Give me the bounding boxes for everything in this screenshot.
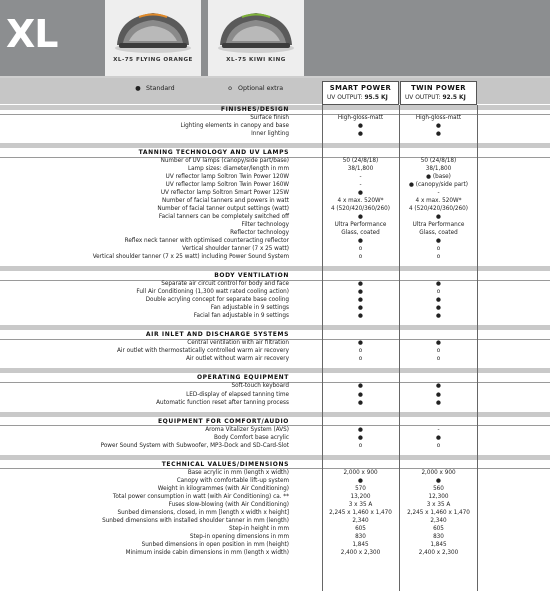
section-separator — [0, 368, 550, 373]
smart-power-value: ● — [358, 289, 363, 296]
twin-power-value: o — [436, 289, 441, 296]
smart-power-value: ● — [358, 123, 363, 130]
section-title: TANNING TECHNOLOGY AND UV LAMPS — [138, 149, 289, 157]
uv-output: UV OUTPUT: 92.5 KJ — [405, 95, 466, 101]
smart-power-value: ● — [358, 214, 363, 221]
twin-power-value: ● — [436, 131, 441, 138]
feature-label: Power Sound System with Subwoofer, MP3-Dock and SD-Card-Slot — [100, 442, 289, 449]
legend-label: Standard — [146, 85, 175, 92]
column-title: TWIN POWER — [411, 84, 466, 92]
feature-label: Step-in opening dimensions in mm — [189, 533, 289, 540]
product-name: XL-75 KIWI KING — [226, 57, 286, 63]
feature-label: Body Comfort base acrylic — [214, 434, 289, 441]
spec-table — [0, 105, 550, 593]
twin-power-value: 3 x 35 A — [426, 501, 451, 508]
smart-power-value: 605 — [355, 525, 366, 532]
feature-label: Sunbed dimensions, closed, in mm [length x width x height] — [117, 509, 289, 516]
feature-label: Soft-touch keyboard — [231, 383, 289, 390]
twin-power-value: 38/1,800 — [425, 166, 452, 173]
section-separator — [0, 325, 550, 330]
twin-power-value: ● — [436, 399, 441, 406]
feature-label: Surface finish — [250, 115, 289, 121]
product-flying-orange — [105, 0, 201, 76]
legend-standard — [132, 85, 175, 92]
twin-power-value: Glass, coated — [419, 230, 458, 237]
smart-power-value: High-gloss-matt — [337, 115, 384, 121]
feature-label: Sunbed dimensions with installed shoulder tanner in mm (length) — [102, 517, 289, 524]
twin-power-value: ● — [436, 123, 441, 130]
column-title: SMART POWER — [329, 84, 392, 92]
smart-power-value: 2,400 x 2,300 — [340, 549, 381, 556]
standard-dot-icon: ● — [135, 85, 141, 92]
feature-label: Weight in kilogrammes (with Air Conditioning) — [157, 485, 289, 492]
twin-power-value: 1,845 — [430, 541, 447, 548]
smart-power-value: Ultra Performance — [334, 222, 387, 229]
section-separator — [0, 455, 550, 460]
twin-power-value: 2,000 x 900 — [421, 469, 456, 476]
smart-power-value: 570 — [355, 485, 366, 492]
xl-logo: XL — [6, 12, 58, 56]
smart-power-value: ● — [358, 383, 363, 390]
smart-power-value: Glass, coated — [341, 230, 380, 237]
twin-power-value: 50 (24/8/18) — [420, 158, 457, 165]
sunbed-image — [212, 3, 300, 55]
feature-label: Base acrylic in mm (length x width) — [187, 469, 289, 476]
twin-power-value: ● — [436, 340, 441, 347]
twin-power-value: 2,400 x 2,300 — [418, 549, 459, 556]
twin-power-value: o — [436, 356, 441, 363]
twin-power-value: ● (canopy/side part) — [409, 182, 468, 189]
column-border — [477, 105, 478, 591]
twin-power-value: 2,340 — [430, 517, 447, 524]
smart-power-value: ● — [358, 391, 363, 398]
twin-power-value: High-gloss-matt — [415, 115, 462, 121]
feature-label: Sunbed dimensions in open position in mm (height) — [141, 541, 289, 548]
smart-power-value: - — [359, 174, 362, 181]
feature-label: Full Air Conditioning (1,300 watt rated cooling action) — [136, 289, 289, 296]
twin-power-value: 4 x max. 520W* — [415, 198, 462, 205]
twin-power-value: 560 — [433, 485, 444, 492]
section-title: FINISHES/DESIGN — [220, 106, 289, 113]
smart-power-value: ● — [358, 131, 363, 138]
twin-power-value: o — [436, 348, 441, 355]
sunbed-image — [109, 3, 197, 55]
twin-power-value: 830 — [433, 533, 444, 540]
section-separator — [0, 266, 550, 271]
smart-power-value: 1,845 — [352, 541, 369, 548]
uv-output: UV OUTPUT: 95.5 KJ — [327, 95, 388, 101]
feature-label: Lighting elements in canopy and base — [180, 123, 289, 130]
twin-power-value: o — [436, 442, 441, 449]
twin-power-value: ● — [436, 434, 441, 441]
feature-label: Facial tanners can be completely switched off — [158, 214, 289, 221]
smart-power-value: ● — [358, 190, 363, 197]
smart-power-value: ● — [358, 340, 363, 347]
smart-power-value: 50 (24/8/18) — [342, 158, 379, 165]
smart-power-value: ● — [358, 238, 363, 245]
feature-label: Vertical shoulder tanner (7 x 25 watt) including Power Sound System — [92, 254, 289, 261]
section-separator — [0, 412, 550, 417]
feature-label: Reflector technology — [230, 230, 289, 237]
twin-power-value: o — [436, 254, 441, 261]
optional-circle-icon: o — [228, 85, 232, 92]
smart-power-value: ● — [358, 477, 363, 484]
twin-power-value: - — [437, 190, 440, 197]
smart-power-value: ● — [358, 434, 363, 441]
twin-power-value: ● — [436, 238, 441, 245]
smart-power-value: o — [358, 348, 363, 355]
smart-power-value: ● — [358, 313, 363, 320]
twin-power-value: ● (base) — [426, 174, 451, 181]
smart-power-value: ● — [358, 399, 363, 406]
smart-power-value: o — [358, 442, 363, 449]
twin-power-value: ● — [436, 281, 441, 288]
feature-label: LED-display of elapsed tanning time — [186, 391, 289, 398]
twin-power-value: 605 — [433, 525, 444, 532]
smart-power-value: 2,340 — [352, 517, 369, 524]
smart-power-value: ● — [358, 281, 363, 288]
twin-power-value: ● — [436, 477, 441, 484]
feature-label: Number of facial tanners and powers in watt — [162, 198, 289, 205]
feature-label: Vertical shoulder tanner (7 x 25 watt) — [182, 246, 289, 253]
twin-power-value: ● — [436, 305, 441, 312]
smart-power-value: 830 — [355, 533, 366, 540]
smart-power-value: 3 x 35 A — [348, 501, 373, 508]
feature-label: Inner lighting — [251, 131, 289, 138]
column-border — [399, 105, 400, 591]
column-header-twin-power — [400, 81, 477, 105]
feature-label: UV reflector lamp Soltron Twin Power 160W — [165, 182, 289, 189]
feature-label: Step-in height in mm — [228, 525, 289, 532]
twin-power-value: 12,300 — [428, 493, 449, 500]
section-title: TECHNICAL VALUES/DIMENSIONS — [161, 460, 289, 468]
smart-power-value: - — [359, 182, 362, 189]
column-header-smart-power — [322, 81, 399, 105]
twin-power-value: Ultra Performance — [412, 222, 465, 229]
product-kiwi-king — [208, 0, 304, 76]
feature-label: Filter technology — [241, 222, 289, 229]
product-name: XL-75 FLYING ORANGE — [113, 57, 193, 63]
feature-label: Fan adjustable in 9 settings — [210, 305, 289, 312]
section-title: EQUIPMENT FOR COMFORT/AUDIO — [157, 417, 289, 425]
section-title: OPERATING EQUIPMENT — [196, 374, 289, 382]
column-border — [322, 105, 323, 591]
twin-power-value: o — [436, 246, 441, 253]
smart-power-value: 2,000 x 900 — [343, 469, 378, 476]
feature-label: Separate air circuit control for body and face — [161, 281, 289, 288]
feature-label: Number of facial tanner output settings (watt) — [157, 206, 289, 213]
smart-power-value: ● — [358, 426, 363, 433]
feature-label: Minimum inside cabin dimensions in mm (length x width) — [125, 549, 289, 556]
section-title: AIR INLET AND DISCHARGE SYSTEMS — [145, 331, 289, 339]
feature-label: Facial fan adjustable in 9 settings — [193, 313, 289, 320]
twin-power-value: ● — [436, 297, 441, 304]
smart-power-value: o — [358, 246, 363, 253]
twin-power-value: 4 (520/420/360/260) — [408, 206, 469, 213]
feature-label: UV reflector lamp Soltron Twin Power 120W — [165, 174, 289, 181]
smart-power-value: 4 (520/420/360/260) — [330, 206, 391, 213]
smart-power-value: 2,245 x 1,460 x 1,470 — [329, 509, 392, 516]
smart-power-value: o — [358, 356, 363, 363]
smart-power-value: ● — [358, 297, 363, 304]
feature-label: Canopy with comfortable lift-up system — [176, 477, 289, 484]
feature-label: Lamp sizes: diameter/length in mm — [187, 166, 289, 173]
smart-power-value: 38/1,800 — [347, 166, 374, 173]
smart-power-value: o — [358, 254, 363, 261]
legend-label: Optional extra — [238, 85, 284, 92]
feature-label: Air outlet without warm air recovery — [185, 356, 289, 363]
feature-label: Reflex neck tanner with optimised counteracting reflector — [124, 238, 289, 245]
feature-label: Fuses slow-blowing (with Air Conditioning) — [168, 501, 289, 508]
twin-power-value: 2,245 x 1,460 x 1,470 — [407, 509, 470, 516]
twin-power-value: ● — [436, 383, 441, 390]
header-band — [0, 0, 550, 76]
feature-label: Central ventilation with air filtration — [187, 340, 289, 347]
feature-label: Number of UV lamps (canopy/side part/base) — [160, 158, 289, 165]
smart-power-value: 13,200 — [350, 493, 371, 500]
smart-power-value: 4 x max. 520W* — [337, 198, 384, 205]
section-title: BODY VENTILATION — [214, 272, 289, 280]
twin-power-value: ● — [436, 313, 441, 320]
feature-label: Air outlet with thermostatically controlled warm air recovery — [117, 348, 289, 355]
feature-label: UV reflector lamp Soltron Smart Power 125W — [160, 190, 289, 197]
legend-optional — [224, 85, 283, 92]
feature-label: Total power consumption in watt (with Air Conditioning) ca. ** — [112, 493, 289, 500]
twin-power-value: ● — [436, 214, 441, 221]
section-separator — [0, 143, 550, 148]
twin-power-value: ● — [436, 391, 441, 398]
feature-label: Double acryling concept for separate base cooling — [145, 297, 289, 304]
smart-power-value: ● — [358, 305, 363, 312]
feature-label: Aroma Vitalizer System (AVS) — [205, 426, 289, 433]
twin-power-value: - — [437, 426, 440, 433]
feature-label: Automatic function reset after tanning process — [156, 399, 289, 406]
